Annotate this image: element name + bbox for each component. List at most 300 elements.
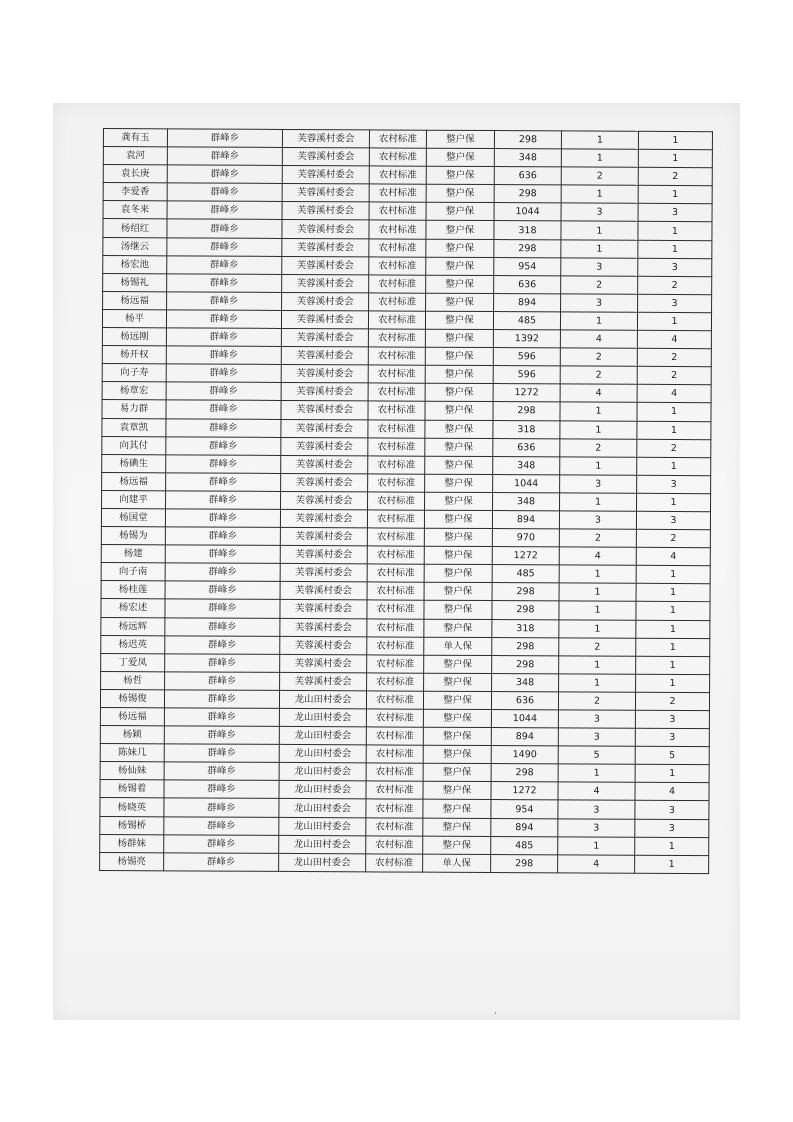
name-cell: 向建平 xyxy=(102,490,166,508)
village-committee-cell: 芙蓉溪村委会 xyxy=(282,292,369,311)
covered-count-cell: 1 xyxy=(637,312,711,330)
township-cell: 群峰乡 xyxy=(166,382,281,401)
coverage-type-cell: 整户保 xyxy=(423,818,491,836)
village-committee-cell: 芙蓉溪村委会 xyxy=(280,672,367,691)
standard-cell: 农村标准 xyxy=(367,673,424,691)
household-count-cell: 1 xyxy=(560,457,637,475)
covered-count-cell: 3 xyxy=(638,294,712,312)
amount-cell: 1272 xyxy=(493,384,560,402)
coverage-type-cell: 整户保 xyxy=(426,130,494,148)
amount-cell: 348 xyxy=(493,456,560,474)
coverage-type-cell: 整户保 xyxy=(424,564,492,582)
township-cell: 群峰乡 xyxy=(166,473,281,492)
name-cell: 杨晓英 xyxy=(100,798,164,816)
name-cell: 李爱香 xyxy=(103,183,167,201)
township-cell: 群峰乡 xyxy=(167,274,282,293)
coverage-type-cell: 整户保 xyxy=(426,203,494,221)
village-committee-cell: 龙山田村委会 xyxy=(279,727,366,746)
name-cell: 杨碘生 xyxy=(102,454,166,472)
covered-count-cell: 2 xyxy=(635,692,709,710)
name-cell: 杨宏池 xyxy=(103,255,167,273)
household-count-cell: 2 xyxy=(561,167,638,185)
standard-cell: 农村标准 xyxy=(368,329,425,347)
standard-cell: 农村标准 xyxy=(367,528,424,546)
amount-cell: 298 xyxy=(492,655,559,673)
household-count-cell: 1 xyxy=(558,837,635,855)
name-cell: 向其付 xyxy=(102,436,166,454)
name-cell: 杨建 xyxy=(101,545,165,563)
amount-cell: 298 xyxy=(494,185,561,203)
amount-cell: 298 xyxy=(492,637,559,655)
assistance-roster-table xyxy=(99,128,713,874)
coverage-type-cell: 整户保 xyxy=(423,782,491,800)
township-cell: 群峰乡 xyxy=(165,509,280,528)
household-count-cell: 1 xyxy=(559,656,636,674)
standard-cell: 农村标准 xyxy=(367,564,424,582)
standard-cell: 农村标准 xyxy=(368,311,425,329)
standard-cell: 农村标准 xyxy=(368,401,425,419)
township-cell: 群峰乡 xyxy=(164,780,279,799)
coverage-type-cell: 整户保 xyxy=(425,384,493,402)
township-cell: 群峰乡 xyxy=(165,581,280,600)
household-count-cell: 1 xyxy=(561,185,638,203)
amount-cell: 1392 xyxy=(493,330,560,348)
household-count-cell: 2 xyxy=(560,438,637,456)
covered-count-cell: 1 xyxy=(636,638,710,656)
covered-count-cell: 1 xyxy=(638,240,712,258)
household-count-cell: 3 xyxy=(558,710,635,728)
standard-cell: 农村标准 xyxy=(366,745,423,763)
standard-cell: 农村标准 xyxy=(367,600,424,618)
covered-count-cell: 2 xyxy=(637,439,711,457)
village-committee-cell: 芙蓉溪村委会 xyxy=(281,491,368,510)
township-cell: 群峰乡 xyxy=(166,328,281,347)
standard-cell: 农村标准 xyxy=(366,763,423,781)
coverage-type-cell: 整户保 xyxy=(426,257,494,275)
name-cell: 杨锡俊 xyxy=(100,689,164,707)
name-cell: 丁爱凤 xyxy=(101,653,165,671)
standard-cell: 农村标准 xyxy=(366,781,423,799)
coverage-type-cell: 整户保 xyxy=(426,184,494,202)
covered-count-cell: 1 xyxy=(638,186,712,204)
village-committee-cell: 龙山田村委会 xyxy=(279,781,366,800)
amount-cell: 348 xyxy=(494,149,561,167)
amount-cell: 894 xyxy=(491,728,558,746)
amount-cell: 298 xyxy=(494,239,561,257)
name-cell: 杨远福 xyxy=(103,291,167,309)
coverage-type-cell: 整户保 xyxy=(425,329,493,347)
household-count-cell: 1 xyxy=(559,583,636,601)
amount-cell: 1044 xyxy=(494,203,561,221)
covered-count-cell: 3 xyxy=(636,511,710,529)
name-cell: 杨锡桥 xyxy=(100,816,164,834)
name-cell: 杨绍红 xyxy=(103,219,167,237)
standard-cell: 农村标准 xyxy=(366,817,423,835)
village-committee-cell: 龙山田村委会 xyxy=(279,853,366,872)
table-container xyxy=(99,128,712,874)
household-count-cell: 1 xyxy=(561,149,638,167)
name-cell: 杨远福 xyxy=(102,472,166,490)
village-committee-cell: 芙蓉溪村委会 xyxy=(280,636,367,655)
name-cell: 袁河 xyxy=(103,147,167,165)
household-count-cell: 3 xyxy=(561,203,638,221)
amount-cell: 485 xyxy=(492,565,559,583)
coverage-type-cell: 整户保 xyxy=(425,438,493,456)
covered-count-cell: 3 xyxy=(638,258,712,276)
coverage-type-cell: 整户保 xyxy=(424,528,492,546)
name-cell: 杨平 xyxy=(102,309,166,327)
household-count-cell: 3 xyxy=(558,800,635,818)
standard-cell: 农村标准 xyxy=(367,546,424,564)
standard-cell: 农村标准 xyxy=(369,184,426,202)
township-cell: 群峰乡 xyxy=(167,165,282,184)
table-row xyxy=(100,852,709,873)
covered-count-cell: 3 xyxy=(638,204,712,222)
name-cell: 向子寿 xyxy=(102,364,166,382)
standard-cell: 农村标准 xyxy=(369,293,426,311)
township-cell: 群峰乡 xyxy=(164,816,279,835)
covered-count-cell: 2 xyxy=(638,167,712,185)
village-committee-cell: 芙蓉溪村委会 xyxy=(280,654,367,673)
township-cell: 群峰乡 xyxy=(167,237,282,256)
standard-cell: 农村标准 xyxy=(369,275,426,293)
name-cell: 杨远福 xyxy=(100,707,164,725)
covered-count-cell: 1 xyxy=(636,620,710,638)
coverage-type-cell: 整户保 xyxy=(423,800,491,818)
standard-cell: 农村标准 xyxy=(367,637,424,655)
standard-cell: 农村标准 xyxy=(369,148,426,166)
covered-count-cell: 1 xyxy=(636,674,710,692)
township-cell: 群峰乡 xyxy=(164,726,279,745)
household-count-cell: 4 xyxy=(560,330,637,348)
township-cell: 群峰乡 xyxy=(166,418,281,437)
name-cell: 杨哲 xyxy=(101,671,165,689)
household-count-cell: 2 xyxy=(560,366,637,384)
standard-cell: 农村标准 xyxy=(369,130,426,148)
village-committee-cell: 芙蓉溪村委会 xyxy=(282,129,369,148)
township-cell: 群峰乡 xyxy=(164,708,279,727)
covered-count-cell: 3 xyxy=(635,801,709,819)
township-cell: 群峰乡 xyxy=(166,400,281,419)
household-count-cell: 2 xyxy=(559,529,636,547)
name-cell: 杨锡礼 xyxy=(103,273,167,291)
village-committee-cell: 芙蓉溪村委会 xyxy=(281,437,368,456)
village-committee-cell: 龙山田村委会 xyxy=(279,690,366,709)
household-count-cell: 1 xyxy=(561,239,638,257)
township-cell: 群峰乡 xyxy=(166,491,281,510)
household-count-cell: 3 xyxy=(561,294,638,312)
covered-count-cell: 1 xyxy=(637,403,711,421)
village-committee-cell: 芙蓉溪村委会 xyxy=(281,473,368,492)
standard-cell: 农村标准 xyxy=(369,220,426,238)
covered-count-cell: 1 xyxy=(638,131,712,149)
amount-cell: 1044 xyxy=(491,710,558,728)
amount-cell: 894 xyxy=(494,293,561,311)
township-cell: 群峰乡 xyxy=(166,310,281,329)
covered-count-cell: 2 xyxy=(638,276,712,294)
standard-cell: 农村标准 xyxy=(368,492,425,510)
name-cell: 杨锡亮 xyxy=(100,852,164,870)
coverage-type-cell: 整户保 xyxy=(426,221,494,239)
amount-cell: 485 xyxy=(491,836,558,854)
township-cell: 群峰乡 xyxy=(167,147,282,166)
coverage-type-cell: 整户保 xyxy=(423,691,491,709)
amount-cell: 298 xyxy=(493,402,560,420)
covered-count-cell: 2 xyxy=(637,367,711,385)
standard-cell: 农村标准 xyxy=(366,691,423,709)
amount-cell: 954 xyxy=(491,800,558,818)
household-count-cell: 1 xyxy=(559,619,636,637)
covered-count-cell: 2 xyxy=(636,529,710,547)
name-cell: 袁冬来 xyxy=(103,201,167,219)
name-cell: 易力群 xyxy=(102,400,166,418)
coverage-type-cell: 整户保 xyxy=(426,148,494,166)
amount-cell: 318 xyxy=(494,221,561,239)
village-committee-cell: 芙蓉溪村委会 xyxy=(280,600,367,619)
standard-cell: 农村标准 xyxy=(366,854,423,872)
name-cell: 杨章宏 xyxy=(102,382,166,400)
township-cell: 群峰乡 xyxy=(164,834,279,853)
coverage-type-cell: 整户保 xyxy=(423,836,491,854)
standard-cell: 农村标准 xyxy=(367,655,424,673)
coverage-type-cell: 整户保 xyxy=(423,763,491,781)
name-cell: 杨颖 xyxy=(100,726,164,744)
covered-count-cell: 1 xyxy=(635,855,709,873)
village-committee-cell: 芙蓉溪村委会 xyxy=(280,509,367,528)
covered-count-cell: 1 xyxy=(636,602,710,620)
table-body xyxy=(100,129,713,874)
village-committee-cell: 芙蓉溪村委会 xyxy=(282,238,369,257)
name-cell: 杨锡着 xyxy=(100,780,164,798)
covered-count-cell: 3 xyxy=(635,819,709,837)
standard-cell: 农村标准 xyxy=(367,510,424,528)
standard-cell: 农村标准 xyxy=(369,257,426,275)
covered-count-cell: 4 xyxy=(637,330,711,348)
township-cell: 群峰乡 xyxy=(167,255,282,274)
coverage-type-cell: 整户保 xyxy=(425,311,493,329)
township-cell: 群峰乡 xyxy=(166,436,281,455)
household-count-cell: 2 xyxy=(560,348,637,366)
coverage-type-cell: 整户保 xyxy=(426,166,494,184)
amount-cell: 954 xyxy=(494,257,561,275)
covered-count-cell: 4 xyxy=(635,783,709,801)
household-count-cell: 2 xyxy=(561,276,638,294)
household-count-cell: 1 xyxy=(561,131,638,149)
village-committee-cell: 芙蓉溪村委会 xyxy=(280,582,367,601)
name-cell: 杨远刚 xyxy=(102,328,166,346)
village-committee-cell: 芙蓉溪村委会 xyxy=(282,148,369,167)
village-committee-cell: 芙蓉溪村委会 xyxy=(282,274,369,293)
village-committee-cell: 芙蓉溪村委会 xyxy=(282,184,369,203)
amount-cell: 298 xyxy=(492,583,559,601)
standard-cell: 农村标准 xyxy=(367,582,424,600)
township-cell: 群峰乡 xyxy=(165,672,280,691)
covered-count-cell: 1 xyxy=(638,222,712,240)
standard-cell: 农村标准 xyxy=(367,618,424,636)
amount-cell: 1044 xyxy=(493,474,560,492)
coverage-type-cell: 整户保 xyxy=(426,293,494,311)
covered-count-cell: 1 xyxy=(636,584,710,602)
covered-count-cell: 4 xyxy=(636,547,710,565)
name-cell: 杨宏述 xyxy=(101,599,165,617)
name-cell: 杨远辉 xyxy=(101,617,165,635)
household-count-cell: 2 xyxy=(558,692,635,710)
village-committee-cell: 龙山田村委会 xyxy=(279,817,366,836)
amount-cell: 894 xyxy=(491,818,558,836)
standard-cell: 农村标准 xyxy=(368,347,425,365)
amount-cell: 596 xyxy=(493,366,560,384)
name-cell: 杨群妹 xyxy=(100,834,164,852)
household-count-cell: 3 xyxy=(558,728,635,746)
name-cell: 陈妹几 xyxy=(100,744,164,762)
amount-cell: 636 xyxy=(491,691,558,709)
covered-count-cell: 1 xyxy=(637,493,711,511)
coverage-type-cell: 整户保 xyxy=(424,546,492,564)
village-committee-cell: 龙山田村委会 xyxy=(279,799,366,818)
coverage-type-cell: 整户保 xyxy=(424,510,492,528)
coverage-type-cell: 整户保 xyxy=(424,655,492,673)
name-cell: 向子南 xyxy=(101,563,165,581)
village-committee-cell: 芙蓉溪村委会 xyxy=(281,347,368,366)
coverage-type-cell: 整户保 xyxy=(425,456,493,474)
household-count-cell: 1 xyxy=(559,674,636,692)
village-committee-cell: 芙蓉溪村委会 xyxy=(281,328,368,347)
coverage-type-cell: 整户保 xyxy=(426,239,494,257)
amount-cell: 894 xyxy=(492,511,559,529)
household-count-cell: 1 xyxy=(560,493,637,511)
name-cell: 杨开权 xyxy=(102,346,166,364)
township-cell: 群峰乡 xyxy=(164,744,279,763)
township-cell: 群峰乡 xyxy=(165,545,280,564)
covered-count-cell: 1 xyxy=(636,566,710,584)
township-cell: 群峰乡 xyxy=(164,690,279,709)
name-cell: 杨迟英 xyxy=(101,635,165,653)
village-committee-cell: 龙山田村委会 xyxy=(279,708,366,727)
amount-cell: 318 xyxy=(493,420,560,438)
standard-cell: 农村标准 xyxy=(366,836,423,854)
household-count-cell: 3 xyxy=(560,475,637,493)
coverage-type-cell: 整户保 xyxy=(424,601,492,619)
covered-count-cell: 3 xyxy=(635,728,709,746)
coverage-type-cell: 整户保 xyxy=(425,420,493,438)
amount-cell: 485 xyxy=(493,311,560,329)
village-committee-cell: 芙蓉溪村委会 xyxy=(282,166,369,185)
covered-count-cell: 1 xyxy=(638,149,712,167)
name-cell: 袁长庚 xyxy=(103,165,167,183)
standard-cell: 农村标准 xyxy=(366,799,423,817)
village-committee-cell: 龙山田村委会 xyxy=(279,835,366,854)
amount-cell: 970 xyxy=(492,529,559,547)
amount-cell: 636 xyxy=(494,167,561,185)
household-count-cell: 1 xyxy=(560,312,637,330)
household-count-cell: 1 xyxy=(560,420,637,438)
village-committee-cell: 芙蓉溪村委会 xyxy=(280,527,367,546)
village-committee-cell: 芙蓉溪村委会 xyxy=(280,564,367,583)
township-cell: 群峰乡 xyxy=(165,527,280,546)
coverage-type-cell: 单人保 xyxy=(423,854,491,872)
village-committee-cell: 芙蓉溪村委会 xyxy=(281,419,368,438)
coverage-type-cell: 整户保 xyxy=(425,402,493,420)
township-cell: 群峰乡 xyxy=(164,853,279,872)
village-committee-cell: 芙蓉溪村委会 xyxy=(281,310,368,329)
household-count-cell: 4 xyxy=(559,547,636,565)
village-committee-cell: 芙蓉溪村委会 xyxy=(281,365,368,384)
name-cell: 汤继云 xyxy=(103,237,167,255)
coverage-type-cell: 整户保 xyxy=(425,365,493,383)
township-cell: 群峰乡 xyxy=(167,183,282,202)
township-cell: 群峰乡 xyxy=(167,201,282,220)
covered-count-cell: 2 xyxy=(637,348,711,366)
household-count-cell: 3 xyxy=(558,818,635,836)
name-cell: 龚有玉 xyxy=(103,129,167,147)
standard-cell: 农村标准 xyxy=(368,456,425,474)
standard-cell: 农村标准 xyxy=(368,383,425,401)
amount-cell: 348 xyxy=(493,492,560,510)
amount-cell: 298 xyxy=(491,854,558,872)
coverage-type-cell: 整户保 xyxy=(425,492,493,510)
township-cell: 群峰乡 xyxy=(165,599,280,618)
household-count-cell: 1 xyxy=(558,764,635,782)
township-cell: 群峰乡 xyxy=(167,292,282,311)
standard-cell: 农村标准 xyxy=(366,727,423,745)
coverage-type-cell: 单人保 xyxy=(424,637,492,655)
covered-count-cell: 1 xyxy=(635,765,709,783)
township-cell: 群峰乡 xyxy=(165,563,280,582)
township-cell: 群峰乡 xyxy=(167,219,282,238)
village-committee-cell: 芙蓉溪村委会 xyxy=(282,256,369,275)
village-committee-cell: 芙蓉溪村委会 xyxy=(280,618,367,637)
household-count-cell: 1 xyxy=(560,402,637,420)
standard-cell: 农村标准 xyxy=(368,419,425,437)
covered-count-cell: 3 xyxy=(637,475,711,493)
village-committee-cell: 龙山田村委会 xyxy=(279,745,366,764)
name-cell: 杨桂莲 xyxy=(101,581,165,599)
household-count-cell: 4 xyxy=(558,782,635,800)
township-cell: 群峰乡 xyxy=(164,762,279,781)
amount-cell: 348 xyxy=(492,673,559,691)
standard-cell: 农村标准 xyxy=(366,709,423,727)
standard-cell: 农村标准 xyxy=(368,437,425,455)
covered-count-cell: 1 xyxy=(637,421,711,439)
name-cell: 杨仙妹 xyxy=(100,762,164,780)
household-count-cell: 1 xyxy=(559,565,636,583)
standard-cell: 农村标准 xyxy=(368,474,425,492)
coverage-type-cell: 整户保 xyxy=(423,745,491,763)
scan-mark: · xyxy=(494,1009,497,1019)
amount-cell: 1272 xyxy=(491,782,558,800)
coverage-type-cell: 整户保 xyxy=(426,275,494,293)
amount-cell: 298 xyxy=(491,764,558,782)
covered-count-cell: 1 xyxy=(637,457,711,475)
name-cell: 杨国堂 xyxy=(101,508,165,526)
amount-cell: 636 xyxy=(493,438,560,456)
coverage-type-cell: 整户保 xyxy=(425,474,493,492)
coverage-type-cell: 整户保 xyxy=(424,583,492,601)
township-cell: 群峰乡 xyxy=(165,654,280,673)
covered-count-cell: 4 xyxy=(637,385,711,403)
household-count-cell: 2 xyxy=(559,638,636,656)
amount-cell: 1490 xyxy=(491,746,558,764)
village-committee-cell: 芙蓉溪村委会 xyxy=(281,455,368,474)
township-cell: 群峰乡 xyxy=(166,346,281,365)
village-committee-cell: 芙蓉溪村委会 xyxy=(280,546,367,565)
township-cell: 群峰乡 xyxy=(165,617,280,636)
amount-cell: 318 xyxy=(492,619,559,637)
amount-cell: 298 xyxy=(492,601,559,619)
covered-count-cell: 1 xyxy=(635,837,709,855)
township-cell: 群峰乡 xyxy=(165,635,280,654)
township-cell: 群峰乡 xyxy=(166,455,281,474)
